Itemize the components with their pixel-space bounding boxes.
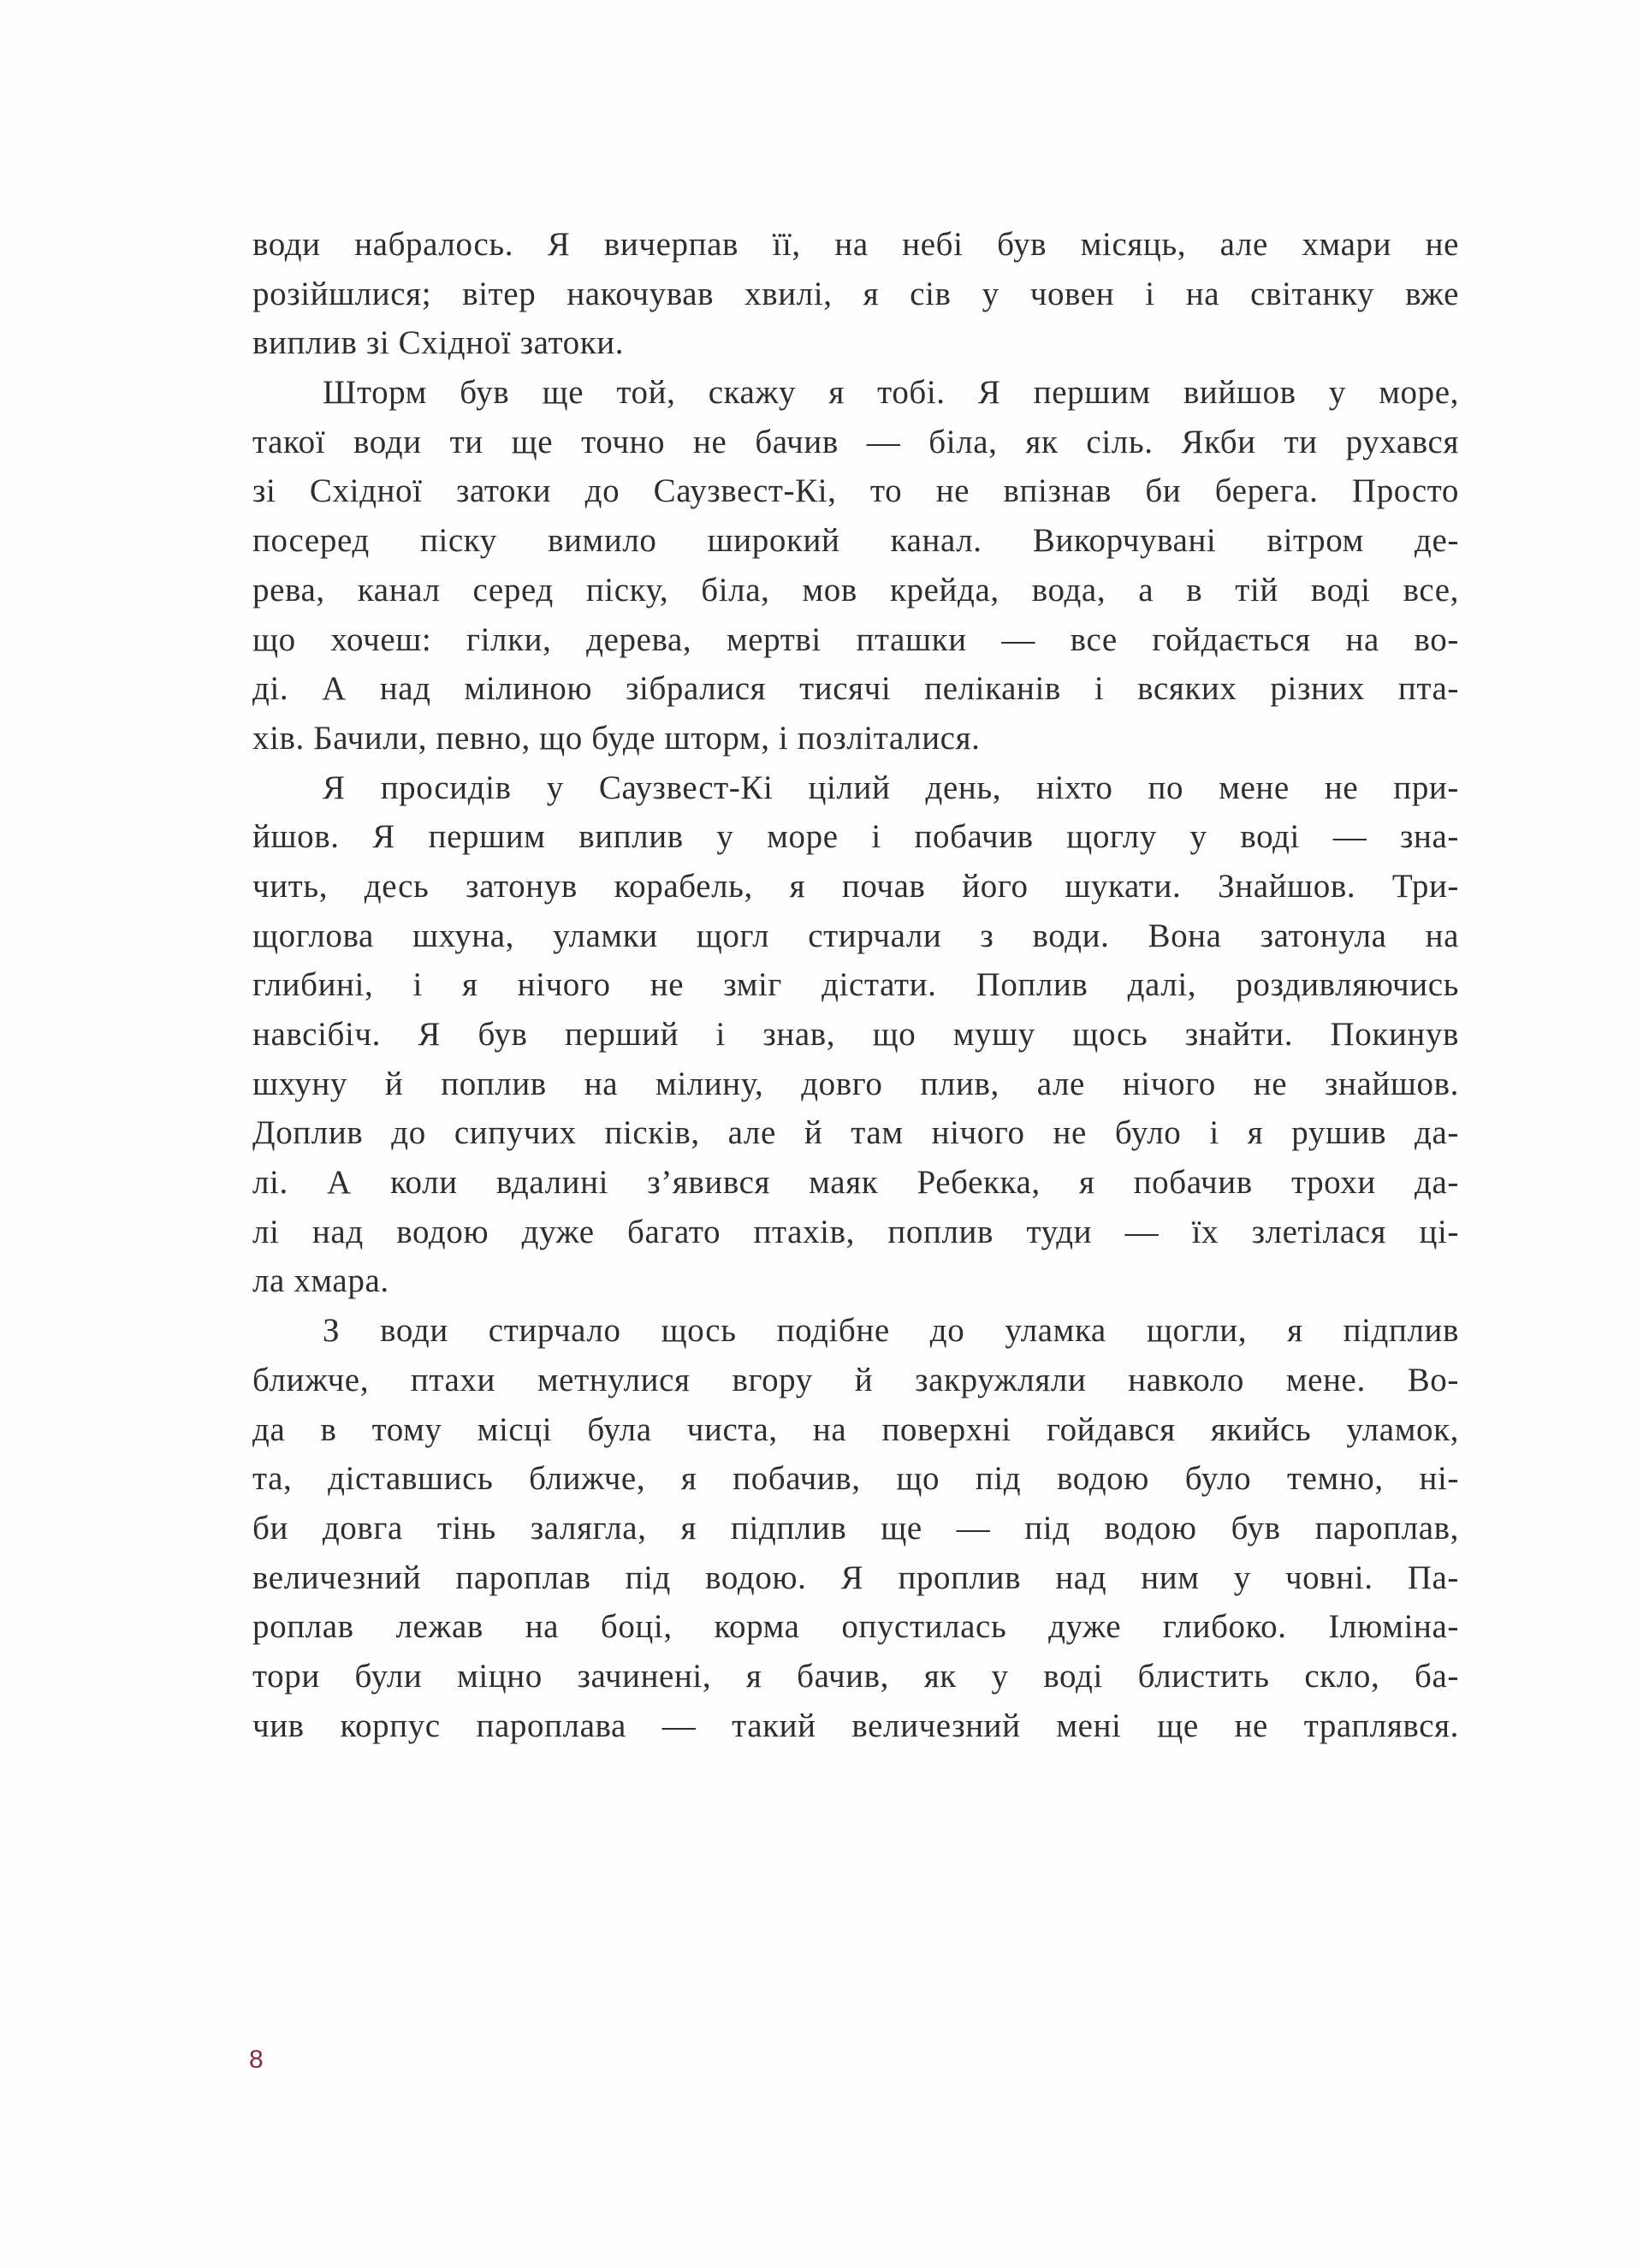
text-line: З води стирчало щось подібне до уламка щогли, я підплив (323, 1312, 1459, 1350)
text-line: такої води ти ще точно не бачив — біла, як сіль. Якби ти рухався (252, 423, 1459, 460)
text-line: розійшлися; вітер накочував хвилі, я сів у човен і на світанку вже (252, 275, 1459, 312)
body-text (252, 220, 1459, 1750)
text-line: зі Східної затоки до Саузвест-Кі, то не впізнав би берега. Просто (252, 472, 1459, 510)
text-line: тори були міцно зачинені, я бачив, як у воді блистить скло, ба- (252, 1657, 1459, 1695)
text-line: лі над водою дуже багато птахів, поплив туди — їх злетілася ці- (252, 1213, 1459, 1250)
text-line: чив корпус пароплава — такий величезний мені ще не траплявся. (252, 1707, 1459, 1744)
text-line: глибині, і я нічого не зміг дістати. Поплив далі, роздивляючись (252, 966, 1459, 1004)
text-line: ла хмара. (252, 1262, 389, 1300)
text-line: ближче, птахи метнулися вгору й закружляли навколо мене. Во- (252, 1361, 1459, 1398)
text-line: ді. А над мілиною зібралися тисячі пеліканів і всяких різних пта- (252, 670, 1459, 708)
text-line: що хочеш: гілки, дерева, мертві пташки — все гойдається на во- (252, 620, 1459, 658)
text-line: рева, канал серед піску, біла, мов крейда, вода, а в тій воді все, (252, 571, 1459, 609)
text-line: роплав лежав на боці, корма опустилась дуже глибоко. Ілюміна- (252, 1608, 1459, 1646)
text-line: Я просидів у Саузвест-Кі цілий день, ніхто по мене не при- (323, 769, 1459, 806)
text-line: навсібіч. Я був перший і знав, що мушу щось знайти. Покинув (252, 1016, 1459, 1053)
text-line: виплив зі Східної затоки. (252, 324, 625, 362)
text-line: Шторм був ще той, скажу я тобі. Я першим вийшов у море, (323, 374, 1459, 412)
text-line: шхуну й поплив на мілину, довго плив, але нічого не знайшов. (252, 1065, 1459, 1102)
text-line: води набралось. Я вичерпав її, на небі був місяць, але хмари не (252, 226, 1459, 263)
text-line: величезний пароплав під водою. Я проплив над ним у човні. Па- (252, 1559, 1459, 1596)
text-line: би довга тінь залягла, я підплив ще — під водою був пароплав, (252, 1509, 1459, 1547)
page-number: 8 (249, 2045, 264, 2074)
text-line: да в тому місці була чиста, на поверхні гойдався якийсь уламок, (252, 1410, 1459, 1448)
text-line: Доплив до сипучих пісків, але й там нічого не було і я рушив да- (252, 1114, 1459, 1152)
text-line: та, діставшись ближче, я побачив, що під водою було темно, ні- (252, 1460, 1459, 1498)
text-line: йшов. Я першим виплив у море і побачив щоглу у воді — зна- (252, 818, 1459, 856)
text-line: хів. Бачили, певно, що буде шторм, і позліталися. (252, 719, 981, 757)
text-line: чить, десь затонув корабель, я почав його шукати. Знайшов. Три- (252, 867, 1459, 905)
text-line: посеред піску вимило широкий канал. Викорчувані вітром де- (252, 522, 1459, 560)
text-line: щоглова шхуна, уламки щогл стирчали з води. Вона затонула на (252, 917, 1459, 954)
text-line: лі. А коли вдалині з’явився маяк Ребекка, я побачив трохи да- (252, 1164, 1459, 1202)
